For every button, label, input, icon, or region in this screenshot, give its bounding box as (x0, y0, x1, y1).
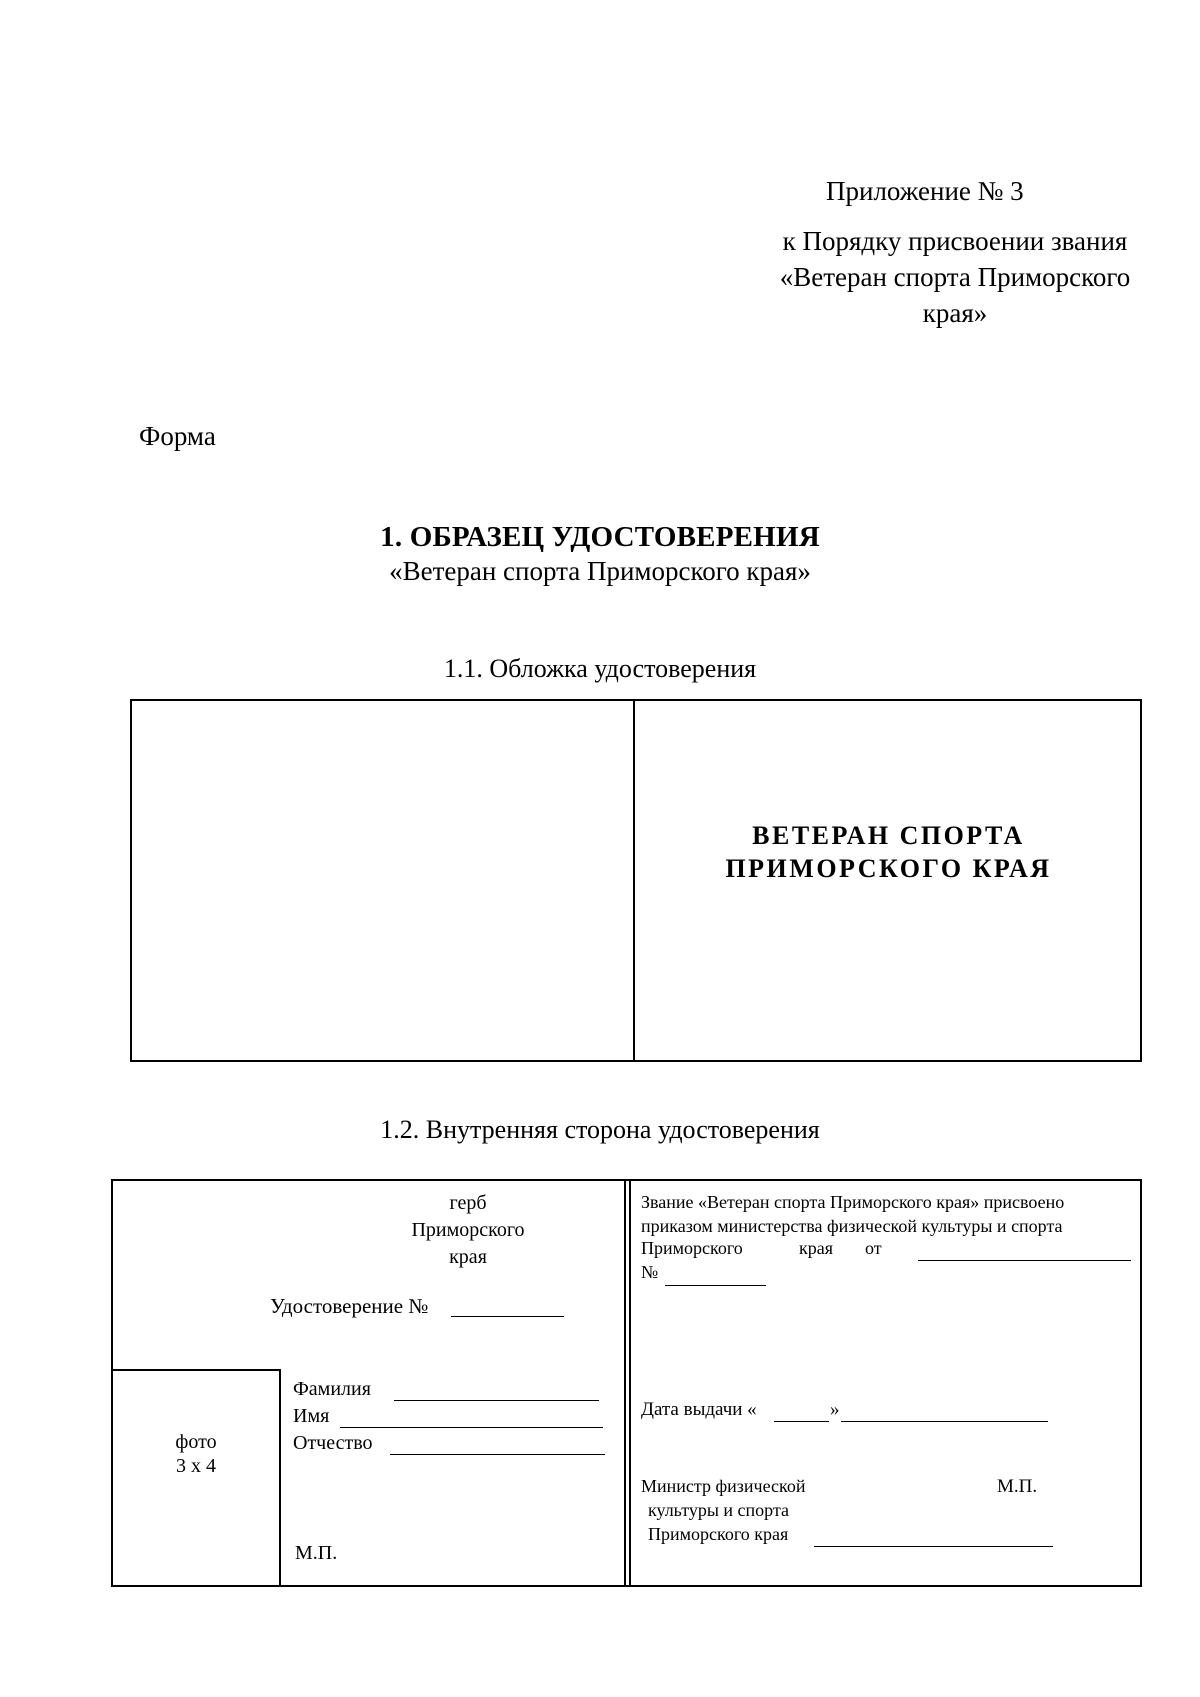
issue-date-label (641, 1399, 757, 1421)
document-subtitle: «Ветеран спорта Приморского края» (389, 556, 811, 586)
photo-line: фото (175, 1431, 217, 1453)
appendix-title: Приложение № 3 (826, 176, 1024, 206)
photo-box (111, 1369, 281, 1587)
order-number-label: № (641, 1262, 659, 1282)
appendix-reference (705, 223, 1200, 331)
seal-mark-left: М.П. (295, 1542, 338, 1564)
minister-line: культуры и спорта (648, 1500, 790, 1520)
assignment-region: Приморского (641, 1238, 743, 1258)
minister-line: Приморского края (648, 1524, 789, 1544)
coat-line: герб (449, 1192, 487, 1214)
issue-month-year-field[interactable] (841, 1421, 1048, 1422)
surname-field[interactable] (394, 1400, 599, 1401)
coat-line: края (449, 1246, 487, 1268)
document-title: 1. ОБРАЗЕЦ УДОСТОВЕРЕНИЯ (380, 521, 820, 553)
inner-divider (624, 1179, 626, 1587)
name-field[interactable] (340, 1427, 603, 1428)
minister-signature-field[interactable] (814, 1546, 1053, 1547)
certificate-number-label: Удостоверение № (270, 1294, 429, 1318)
appendix-line: «Ветеран спорта Приморского (779, 262, 1131, 292)
appendix-line: края» (922, 298, 988, 328)
name-label: Имя (293, 1405, 330, 1427)
form-label: Форма (139, 421, 216, 451)
photo-placeholder (111, 1430, 281, 1478)
seal-mark-right: М.П. (997, 1476, 1038, 1497)
assignment-region-word: края (799, 1238, 834, 1258)
coat-of-arms-placeholder (350, 1190, 586, 1271)
order-number-field[interactable] (665, 1285, 766, 1286)
assignment-from-label: от (865, 1238, 882, 1258)
patronymic-label: Отчество (293, 1432, 373, 1454)
surname-label: Фамилия (293, 1378, 371, 1400)
issue-day-field[interactable] (774, 1421, 829, 1422)
coat-line: Приморского (411, 1219, 525, 1241)
section-heading-cover: 1.1. Обложка удостоверения (443, 654, 757, 683)
inner-divider (629, 1179, 631, 1587)
assignment-line: Звание «Ветеран спорта Приморского края» присвоено (641, 1192, 1065, 1212)
assignment-line: приказом министерства физической культуры и спорта (641, 1216, 1063, 1236)
photo-line: 3 х 4 (176, 1455, 216, 1477)
certificate-number-field[interactable] (451, 1316, 564, 1317)
appendix-line: к Порядку присвоении звания (782, 226, 1128, 256)
issue-date-text: Дата выдачи (641, 1399, 743, 1420)
minister-line: Министр физической (641, 1476, 806, 1496)
issue-close-quote: » (830, 1399, 840, 1420)
assignment-text (641, 1190, 1064, 1238)
cover-title (635, 819, 1142, 885)
cover-title-line: ВЕТЕРАН СПОРТА (752, 821, 1025, 850)
patronymic-field[interactable] (390, 1454, 605, 1455)
issue-open-quote: « (747, 1399, 757, 1420)
order-date-field[interactable] (918, 1260, 1131, 1261)
cover-title-line: ПРИМОРСКОГО КРАЯ (725, 854, 1052, 883)
section-heading-inner: 1.2. Внутренняя сторона удостоверения (380, 1115, 820, 1144)
